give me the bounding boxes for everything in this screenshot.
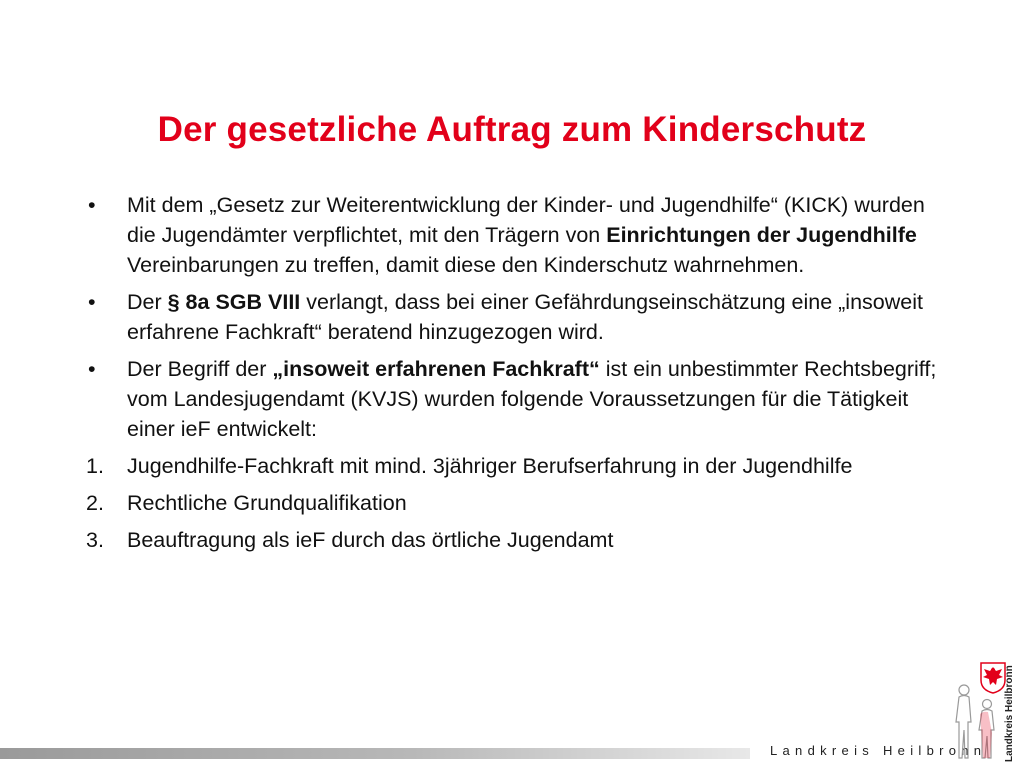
- item-text: Mit dem „Gesetz zur Weiterentwicklung der Kinder- und Jugendhilfe“ (KICK) wurden die Jugendämter verpflichtet, mit den Trägern von: [127, 193, 925, 247]
- slide-title: Der gesetzliche Auftrag zum Kinderschutz: [157, 110, 867, 149]
- bullet-marker: •: [88, 290, 96, 314]
- slide-content: [86, 190, 946, 562]
- crest-eagle-icon: [980, 662, 1006, 694]
- number-marker: 3.: [86, 528, 104, 552]
- bold-text: „insoweit erfahrenen Fachkraft“: [272, 357, 600, 381]
- item-text: ist ein unbestimmter Rechtsbegriff; vom Landesjugendamt (KVJS) wurden folgende Voraussetzungen für die Tätigkeit einer ieF entwickelt:: [127, 357, 937, 441]
- item-text: Der: [127, 290, 168, 314]
- numbered-item: [86, 488, 946, 518]
- bullet-marker: •: [88, 357, 96, 381]
- numbered-item: [86, 525, 946, 555]
- footer-organization: Landkreis Heilbronn: [770, 743, 987, 758]
- item-text: Beauftragung als ieF durch das örtliche Jugendamt: [127, 528, 614, 552]
- bullet-marker: •: [88, 193, 96, 217]
- item-text: Der Begriff der: [127, 357, 273, 381]
- bullet-list: [86, 190, 946, 555]
- numbered-item: [86, 451, 946, 481]
- item-text: Rechtliche Grundqualifikation: [127, 491, 407, 515]
- item-text: Vereinbarungen zu treffen, damit diese den Kinderschutz wahrnehmen.: [127, 253, 805, 277]
- bullet-item: [86, 190, 946, 280]
- number-marker: 2.: [86, 491, 104, 515]
- bold-text: Einrichtungen der Jugendhilfe: [606, 223, 917, 247]
- logo-vertical-label: Landkreis Heilbronn: [1004, 665, 1015, 762]
- bold-text: § 8a SGB VIII: [167, 290, 301, 314]
- item-text: verlangt, dass bei einer Gefährdungseinschätzung eine „insoweit erfahrene Fachkraft“ beratend hinzugezogen wird.: [127, 290, 923, 344]
- number-marker: 1.: [86, 454, 104, 478]
- bullet-item: [86, 354, 946, 444]
- bullet-item: [86, 287, 946, 347]
- item-text: Jugendhilfe-Fachkraft mit mind. 3jähriger Berufserfahrung in der Jugendhilfe: [127, 454, 853, 478]
- footer-gradient-bar: [0, 748, 750, 759]
